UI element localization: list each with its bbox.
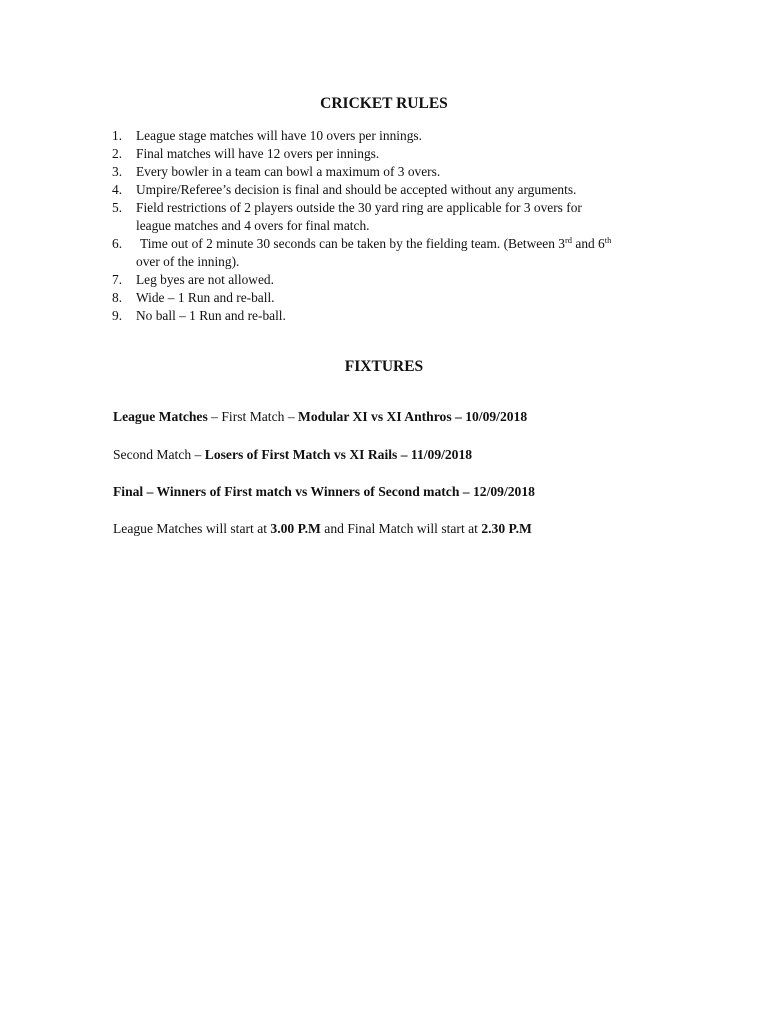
rule-item (112, 307, 692, 325)
rule-number: 2. (112, 146, 123, 161)
final-start-time: 2.30 P.M (481, 521, 532, 536)
timing-text: and Final Match will start at (320, 521, 482, 536)
rule-text-part: Time out of 2 minute 30 seconds can be taken by the fielding team. (Between 3 (140, 236, 565, 251)
fixture-second-match (113, 447, 472, 463)
rule-text-continued: over of the inning). (136, 254, 240, 269)
ordinal-suffix: th (604, 235, 612, 245)
final-match-detail: Final – Winners of First match vs Winners of Second match – 12/09/2018 (113, 484, 535, 499)
rule-number: 8. (112, 290, 123, 305)
first-match-detail: Modular XI vs XI Anthros – 10/09/2018 (298, 409, 528, 424)
rule-number: 7. (112, 272, 123, 287)
first-match-prefix: – First Match – (207, 409, 299, 424)
rule-item (112, 127, 692, 145)
rule-item (112, 289, 692, 307)
rule-item (112, 271, 692, 289)
rule-text: Field restrictions of 2 players outside the 30 yard ring are applicable for 3 overs for (136, 200, 582, 215)
rule-number: 6. (112, 236, 123, 251)
rule-text: Wide – 1 Run and re-ball. (136, 290, 275, 305)
rule-item (112, 199, 692, 235)
cricket-rules-heading: CRICKET RULES (320, 95, 448, 112)
rule-text: No ball – 1 Run and re-ball. (136, 308, 286, 323)
fixture-league-first-match (113, 409, 527, 425)
rule-text: Leg byes are not allowed. (136, 272, 274, 287)
rule-number: 1. (112, 128, 123, 143)
match-timing (113, 521, 532, 537)
league-matches-label: League Matches (113, 409, 208, 424)
rule-number: 3. (112, 164, 123, 179)
rule-number: 5. (112, 200, 123, 215)
rule-text-part: and 6 (572, 236, 605, 251)
rule-item (112, 181, 692, 199)
fixture-final (113, 484, 535, 500)
rule-text: Every bowler in a team can bowl a maximum of 3 overs. (136, 164, 441, 179)
rules-list (112, 127, 692, 325)
league-start-time: 3.00 P.M (270, 521, 321, 536)
rule-text-continued: league matches and 4 overs for final match. (136, 218, 370, 233)
second-match-label: Second Match – (113, 447, 205, 462)
ordinal-suffix: rd (564, 235, 573, 245)
rule-number: 4. (112, 182, 123, 197)
fixtures-heading: FIXTURES (344, 358, 424, 375)
rule-text: League stage matches will have 10 overs per innings. (136, 128, 422, 143)
rule-text: Final matches will have 12 overs per innings. (136, 146, 380, 161)
rule-item (112, 145, 692, 163)
second-match-detail: Losers of First Match vs XI Rails – 11/09/2018 (204, 447, 473, 462)
rule-text (136, 235, 692, 253)
timing-text: League Matches will start at (113, 521, 271, 536)
rule-text: Umpire/Referee’s decision is final and should be accepted without any arguments. (136, 182, 577, 197)
rule-item (112, 235, 692, 271)
rule-item (112, 163, 692, 181)
rule-number: 9. (112, 308, 123, 323)
